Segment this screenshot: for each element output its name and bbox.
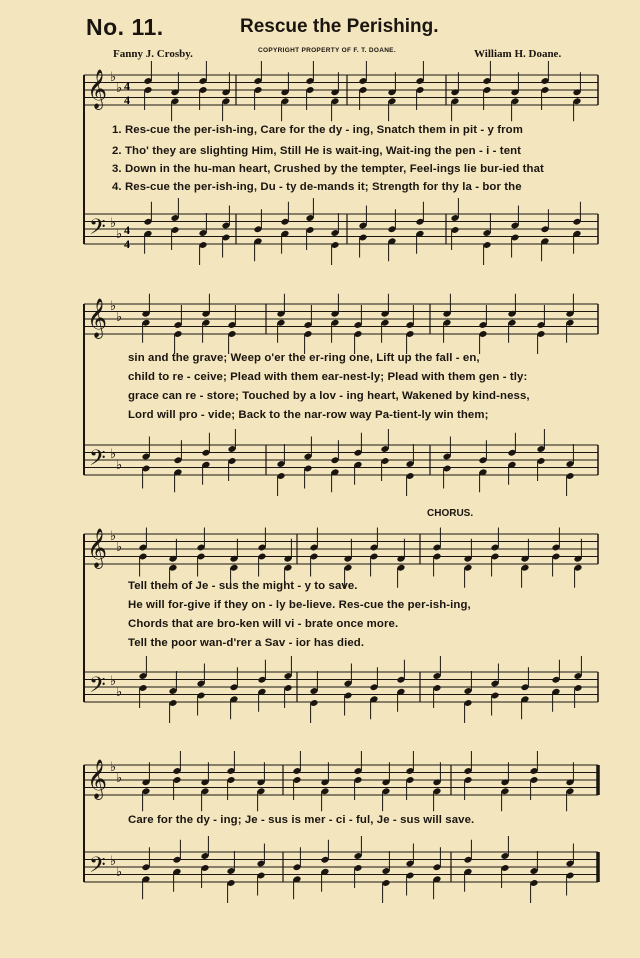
key-flat-icon: ♭ — [110, 215, 117, 230]
lyric-line-s2-v1: sin and the grave; Weep o'er the er-ring one, Lift up the fall - en, — [128, 352, 480, 364]
key-flat-icon: ♭ — [116, 539, 123, 554]
time-sig-bottom: 4 — [124, 93, 130, 107]
key-flat-icon: ♭ — [116, 80, 123, 95]
key-flat-icon: ♭ — [116, 226, 123, 241]
time-signature-treble — [124, 79, 130, 107]
bass-clef-icon: 𝄢 — [89, 853, 106, 883]
key-flat-icon: ♭ — [110, 853, 117, 868]
key-flat-icon: ♭ — [116, 770, 123, 785]
key-flat-icon: ♭ — [110, 759, 117, 774]
key-flat-icon: ♭ — [116, 309, 123, 324]
key-flat-icon: ♭ — [116, 684, 123, 699]
lyric-line-s1-v1: 1. Res-cue the per-ish-ing, Care for the dy - ing, Snatch them in pit - y from — [112, 124, 523, 136]
lyric-line-s1-v4: 4. Res-cue the per-ish-ing, Du - ty de-mands it; Strength for thy la - bor the — [112, 181, 522, 193]
key-flat-icon: ♭ — [110, 69, 117, 84]
copyright-notice: COPYRIGHT PROPERTY OF F. T. DOANE. — [258, 47, 396, 54]
time-sig-top: 4 — [124, 79, 130, 93]
lyric-line-s2-v3: grace can re - store; Touched by a lov - ing heart, Wakened by kind-ness, — [128, 390, 530, 402]
treble-clef-icon: 𝄞 — [87, 298, 108, 338]
time-sig-top-bass: 4 — [124, 223, 130, 237]
lyricist-credit: Fanny J. Crosby. — [113, 48, 193, 60]
lyric-line-s1-v2: 2. Tho' they are slighting Him, Still He is wait-ing, Wait-ing the pen - i - tent — [112, 145, 522, 157]
time-signature-bass — [124, 223, 130, 251]
hymn-title: Rescue the Perishing. — [240, 16, 439, 37]
time-sig-bottom-bass: 4 — [124, 237, 130, 251]
lyric-line-s3-v3: Chords that are bro-ken will vi - brate once more. — [128, 618, 399, 630]
lyric-line-s1-v3: 3. Down in the hu-man heart, Crushed by the tempter, Feel-ings lie bur-ied that — [112, 163, 544, 175]
bass-clef-icon: 𝄢 — [89, 446, 106, 476]
lyric-line-s4-v1: Care for the dy - ing; Je - sus is mer - ci - ful, Je - sus will save. — [128, 814, 475, 826]
bass-clef-icon: 𝄢 — [89, 673, 106, 703]
treble-clef-icon: 𝄞 — [87, 69, 108, 109]
key-flat-icon: ♭ — [116, 864, 123, 879]
lyric-line-s3-v2: He will for-give if they on - ly be-lieve. Res-cue the per-ish-ing, — [128, 599, 471, 611]
key-flat-icon: ♭ — [110, 673, 117, 688]
treble-clef-icon: 𝄞 — [87, 759, 108, 799]
treble-clef-icon: 𝄞 — [87, 528, 108, 568]
hymn-number: No. 11. — [86, 14, 164, 40]
key-flat-icon: ♭ — [110, 446, 117, 461]
key-flat-icon: ♭ — [110, 528, 117, 543]
bass-clef-icon: 𝄢 — [89, 215, 106, 245]
lyric-line-s2-v2: child to re - ceive; Plead with them ear-nest-ly; Plead with them gen - tly: — [128, 371, 528, 383]
lyric-line-s3-v4: Tell the poor wan-d'rer a Sav - ior has died. — [128, 637, 365, 649]
lyric-line-s2-v4: Lord will pro - vide; Back to the nar-row way Pa-tient-ly win them; — [128, 409, 489, 421]
lyric-line-s3-v1: Tell them of Je - sus the might - y to save. — [128, 580, 358, 592]
composer-credit: William H. Doane. — [474, 48, 562, 60]
key-flat-icon: ♭ — [110, 298, 117, 313]
chorus-label: CHORUS. — [427, 508, 474, 519]
key-flat-icon: ♭ — [116, 457, 123, 472]
